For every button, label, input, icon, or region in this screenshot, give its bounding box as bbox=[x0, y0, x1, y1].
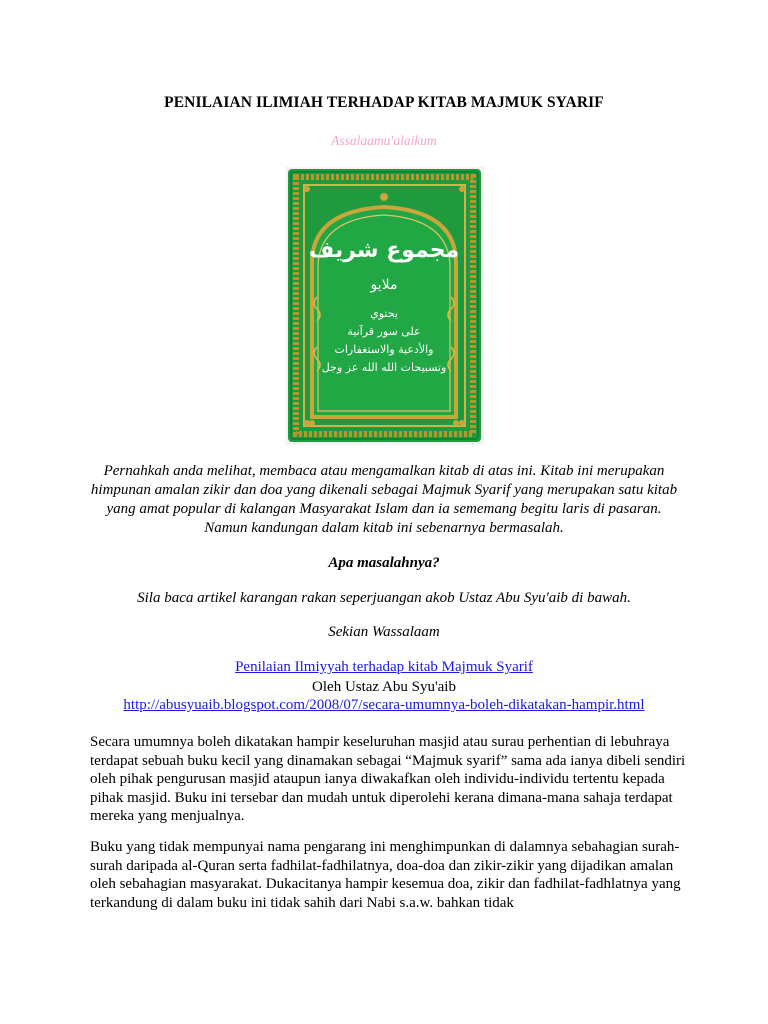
book-arabic-line: يحتوي bbox=[370, 307, 398, 320]
page-title: PENILAIAN ILIMIAH TERHADAP KITAB MAJMUK SYARIF bbox=[164, 94, 604, 111]
book-arabic-line: وتسبيحات الله الله عز وجل bbox=[321, 361, 447, 374]
body-paragraph-2: Buku yang tidak mempunyai nama pengarang ini menghimpunkan di dalamnya sebahagian surah-surah daripada al-Quran serta fadhilat-fadhilatnya, doa-doa dan zikir-zikir yang dijadikan amalan oleh sebahagian masyarakat. Dukacitanya hampir kesemua doa, zikir dan fadhilat-fadhlatnya yang terkandung di dalam buku ini tidak sahih dari Nabi s.a.w. bahkan tidak bbox=[90, 839, 681, 911]
book-arabic-line: على سور قرآنية bbox=[347, 325, 421, 338]
closing-text: Sekian Wassalaam bbox=[328, 624, 440, 640]
article-link[interactable]: Penilaian Ilmiyyah terhadap kitab Majmuk Syarif bbox=[235, 659, 533, 675]
article-link-row bbox=[0, 659, 768, 676]
source-url-link[interactable]: http://abusyuaib.blogspot.com/2008/07/secara-umumnya-boleh-dikatakan-hampir.html bbox=[123, 697, 645, 713]
book-arabic-subtitle: ملايو bbox=[370, 277, 398, 293]
url-row bbox=[0, 697, 768, 714]
author-line: Oleh Ustaz Abu Syu'aib bbox=[312, 679, 456, 695]
book-arabic-title: مجموع شريف bbox=[308, 238, 460, 263]
book-cover-icon bbox=[285, 167, 484, 445]
question-heading: Apa masalahnya? bbox=[328, 555, 440, 571]
greeting-text: Assalaamu'alaikum bbox=[331, 133, 437, 148]
book-arabic-line: والأدعية والاستغفارات bbox=[334, 343, 434, 356]
body-paragraph-1: Secara umumnya boleh dikatakan hampir keseluruhan masjid atau surau perhentian di lebuhraya terdapat sebuah buku kecil yang dinamakan sebagai “Majmuk syarif” sama ada ianya dibeli sendiri oleh pihak pengurusan masjid ataupun ianya diwakafkan oleh individu-individu tertentu kepada pihak masjid. Buku ini tersebar dan mudah untuk diperolehi kerana dimana-mana sahaja terdapat mereka yang menjualnya. bbox=[90, 734, 686, 825]
invite-text: Sila baca artikel karangan rakan seperjuangan akob Ustaz Abu Syu'aib di bawah. bbox=[137, 590, 631, 606]
intro-paragraph: Pernahkah anda melihat, membaca atau mengamalkan kitab di atas ini. Kitab ini merupakan himpunan amalan zikir dan doa yang dikenali sebagai Majmuk Syarif yang merupakan satu kitab yang amat popular di kalangan Masyarakat Islam dan ia sememang begitu laris di pasaran. Namun kandungan dalam kitab ini sebenarnya bermasalah. bbox=[90, 463, 678, 536]
